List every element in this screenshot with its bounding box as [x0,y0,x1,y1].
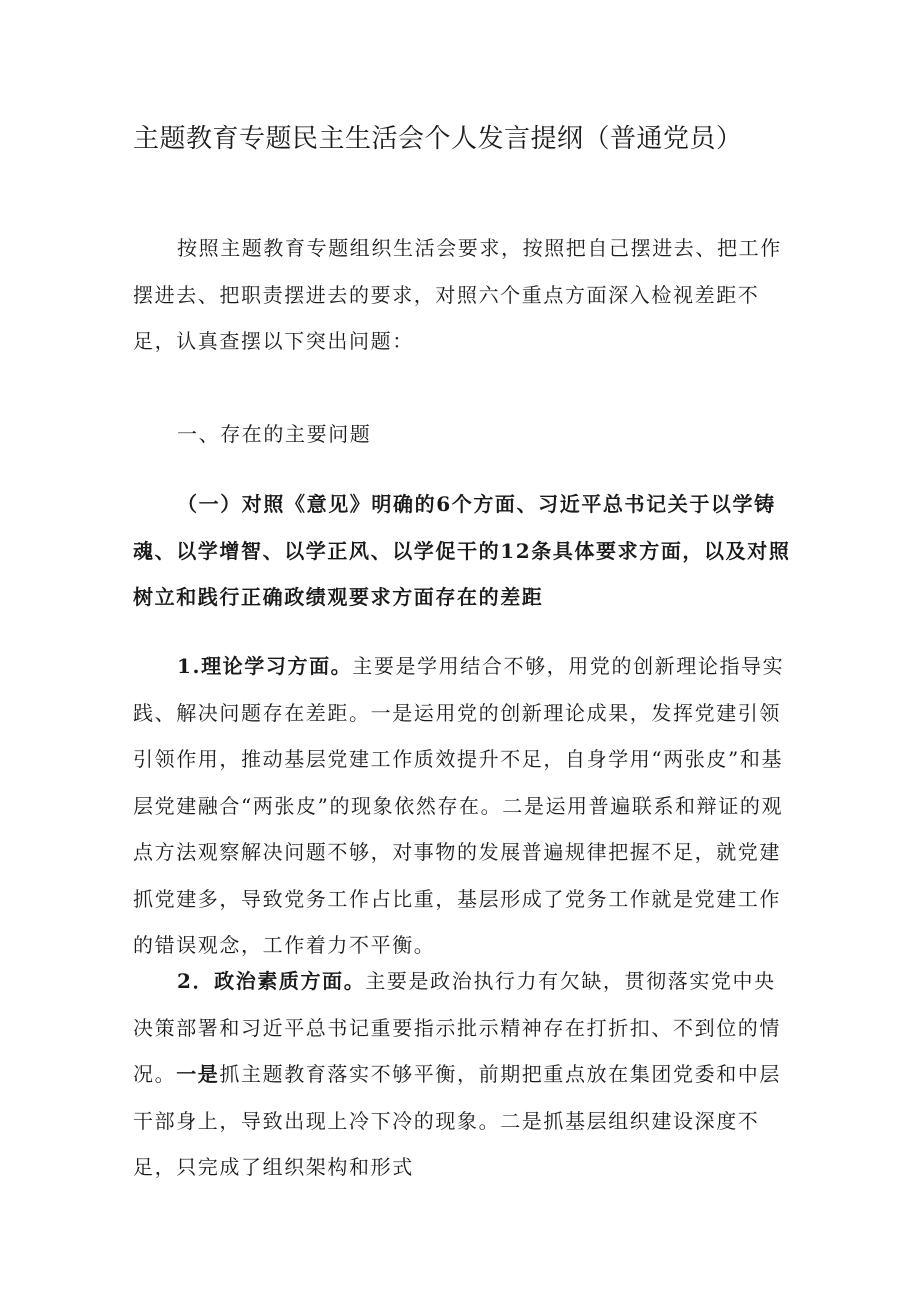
document-title: 主题教育专题民主生活会个人发言提纲（普通党员） [133,124,743,154]
item-political-quality-lead: 2．政治素质方面。 [177,969,366,993]
item-political-quality-body-2: 抓主题教育落实不够平衡，前期把重点放在集团党委和中层干部身上，导致出现上冷下冷的现象。二是抓基层组织建设深度不足，只完成了组织架构和形式 [133,1062,782,1179]
intro-paragraph: 按照主题教育专题组织生活会要求，按照把自己摆进去、把工作摆进去、把职责摆进去的要求，对照六个重点方面深入检视差距不足，认真查摆以下突出问题： [133,236,782,353]
item-theory-study-lead: 1.理论学习方面。 [177,654,353,678]
section-heading: 一、存在的主要问题 [177,422,372,446]
item-theory-study [133,643,795,969]
item-political-quality [133,958,795,1191]
subsection-heading: （一）对照《意见》明确的6个方面、习近平总书记关于以学铸魂、以学增智、以学正风、以学促干的12条具体要求方面，以及对照树立和践行正确政绩观要求方面存在的差距 [133,492,791,609]
item-theory-study-body: 主要是学用结合不够，用党的创新理论指导实践、解决问题存在差距。一是运用党的创新理论成果，发挥党建引领引领作用，推动基层党建工作质效提升不足，自身学用“两张皮”和基层党建融合“两张皮”的现象依然存在。二是运用普遍联系和辩证的观点方法观察解决问题不够，对事物的发展普遍规律把握不足，就党建抓党建多，导致党务工作占比重，基层形成了党务工作就是党建工作的错误观念，工作着力不平衡。 [133,654,785,957]
item-political-quality-body-1: 主要是政治执行力有欠缺，贯彻落实党中央决策部署和习近平总书记重要指示批示精神存在打折扣、不到位的情况。 [133,969,781,1086]
item-political-quality-emphasis: 一是 [176,1062,220,1086]
